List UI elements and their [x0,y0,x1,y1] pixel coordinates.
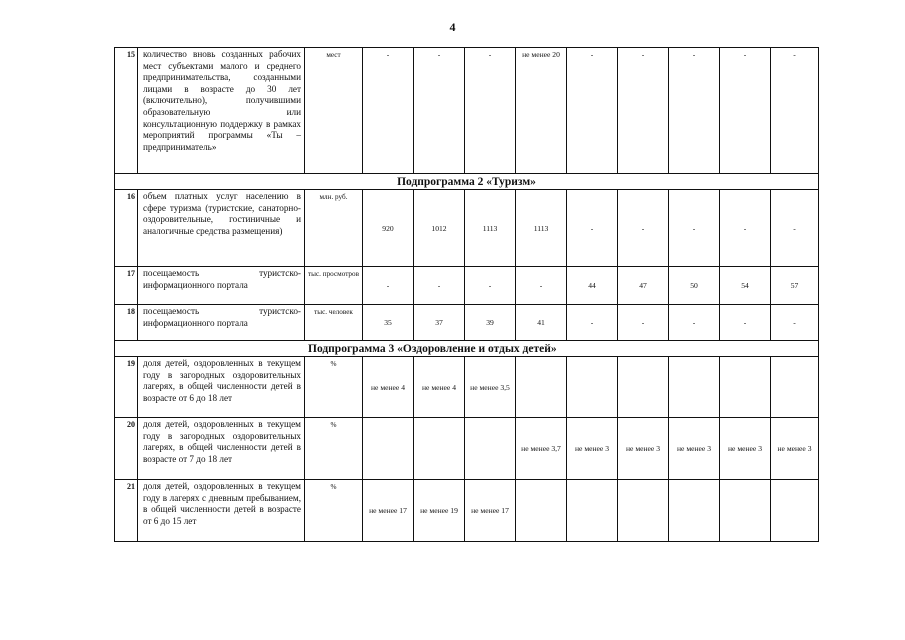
value-cell: - [618,305,669,341]
value-cell [771,480,819,542]
value-cell [465,418,516,480]
row-number: 19 [115,357,138,418]
value-cell: 1113 [465,190,516,267]
table-row [115,48,819,174]
value-cell: 50 [669,267,720,305]
value-cell: 57 [771,267,819,305]
value-cell [720,357,771,418]
value-cell: 37 [414,305,465,341]
unit-cell: тыс. человек [305,305,363,341]
value-cell: 47 [618,267,669,305]
indicator-name: посещаемость туристско-информационного портала [138,267,305,305]
row-number: 20 [115,418,138,480]
value-cell: - [414,48,465,174]
value-cell: не менее 3 [669,418,720,480]
page-number: 4 [449,20,456,34]
value-cell: - [618,48,669,174]
value-cell: не менее 17 [363,480,414,542]
value-cell: - [414,267,465,305]
unit-cell: тыс. просмотров [305,267,363,305]
value-cell: - [669,190,720,267]
table-row [115,418,819,480]
value-cell: - [465,48,516,174]
unit-cell: мест [305,48,363,174]
value-cell: - [363,48,414,174]
value-cell: - [567,190,618,267]
value-cell: - [720,190,771,267]
indicator-name: посещаемость туристско-информационного портала [138,305,305,341]
value-cell: 39 [465,305,516,341]
value-cell: не менее 3 [771,418,819,480]
value-cell [669,480,720,542]
value-cell: - [465,267,516,305]
indicator-name: доля детей, оздоровленных в текущем году в загородных оздоровительных лагерях, в общей численности детей в возрасте от 7 до 18 лет [138,418,305,480]
value-cell: не менее 3 [720,418,771,480]
value-cell: - [720,305,771,341]
value-cell: не менее 4 [414,357,465,418]
value-cell: 920 [363,190,414,267]
value-cell: - [720,48,771,174]
value-cell: не менее 20 [516,48,567,174]
subprogram-tourism-header: Подпрограмма 2 «Туризм» [115,174,819,190]
value-cell: - [516,267,567,305]
value-cell [567,480,618,542]
value-cell [618,480,669,542]
value-cell [771,357,819,418]
value-cell: 54 [720,267,771,305]
table-row [115,480,819,542]
value-cell [363,418,414,480]
unit-cell: млн. руб. [305,190,363,267]
value-cell: - [771,305,819,341]
value-cell: - [567,48,618,174]
value-cell: - [669,305,720,341]
value-cell: не менее 3 [618,418,669,480]
section-header-row [115,174,819,190]
value-cell: не менее 17 [465,480,516,542]
value-cell [516,357,567,418]
value-cell [516,480,567,542]
value-cell [669,357,720,418]
value-cell: - [669,48,720,174]
value-cell: не менее 19 [414,480,465,542]
row-number: 15 [115,48,138,174]
value-cell: не менее 3 [567,418,618,480]
value-cell: 1012 [414,190,465,267]
value-cell: 1113 [516,190,567,267]
value-cell [567,357,618,418]
table-row [115,267,819,305]
section-header-row [115,341,819,357]
indicator-name: количество вновь созданных рабочих мест субъектами малого и среднего предпринимательства, созданными лицами в возрасте до 30 лет (включительно), получившими образовательную или консультационную поддержку в рамках мероприятий программы «Ты – предприниматель» [138,48,305,174]
unit-cell: % [305,480,363,542]
value-cell: 35 [363,305,414,341]
value-cell [720,480,771,542]
value-cell: 44 [567,267,618,305]
unit-cell: % [305,418,363,480]
indicator-name: доля детей, оздоровленных в текущем году в лагерях с дневным пребыванием, в общей численности детей в возрасте от 6 до 15 лет [138,480,305,542]
indicators-table [114,47,819,542]
value-cell: - [771,48,819,174]
table-row [115,305,819,341]
value-cell: 41 [516,305,567,341]
subprogram-health-header: Подпрограмма 3 «Оздоровление и отдых детей» [115,341,819,357]
value-cell [414,418,465,480]
row-number: 17 [115,267,138,305]
table-row [115,357,819,418]
unit-cell: % [305,357,363,418]
row-number: 18 [115,305,138,341]
value-cell: - [363,267,414,305]
value-cell: не менее 4 [363,357,414,418]
value-cell [618,357,669,418]
indicator-name: объем платных услуг населению в сфере туризма (туристские, санаторно-оздоровительные, гостиничные и аналогичные средства размещения) [138,190,305,267]
row-number: 16 [115,190,138,267]
value-cell: - [618,190,669,267]
value-cell: не менее 3,5 [465,357,516,418]
value-cell: - [771,190,819,267]
row-number: 21 [115,480,138,542]
table-row [115,190,819,267]
value-cell: не менее 3,7 [516,418,567,480]
indicator-name: доля детей, оздоровленных в текущем году в загородных оздоровительных лагерях, в общей численности детей в возрасте от 6 до 18 лет [138,357,305,418]
value-cell: - [567,305,618,341]
